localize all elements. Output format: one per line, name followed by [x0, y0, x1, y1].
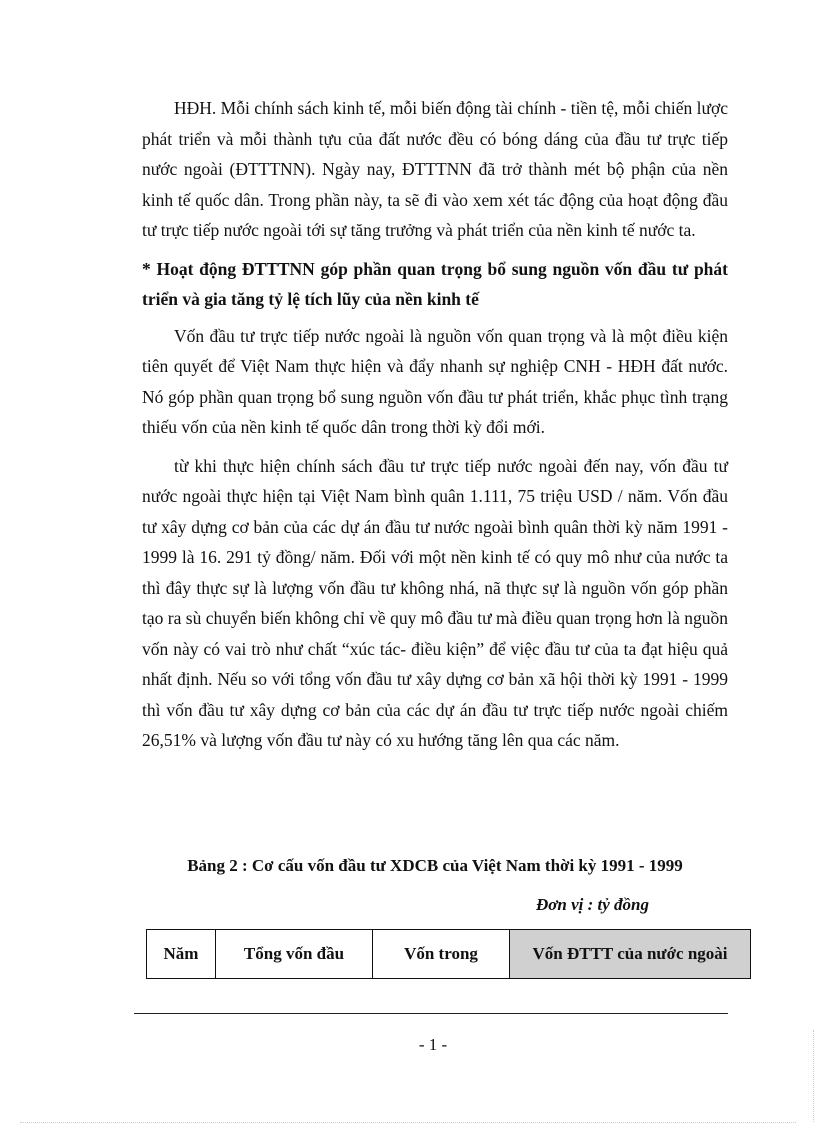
table-header-row: [147, 930, 751, 979]
header-domestic-capital: Vốn trong: [373, 930, 510, 979]
header-year: Năm: [147, 930, 216, 979]
investment-table: [146, 929, 751, 979]
paragraph-capital: Vốn đầu tư trực tiếp nước ngoài là nguồn vốn quan trọng và là một điều kiện tiên quyết để Việt Nam thực hiện và đẩy nhanh sự nghiệp CNH - HĐH đất nước. Nó góp phần quan trọng bổ sung nguồn vốn đầu tư phát triển, khắc phục tình trạng thiếu vốn của nền kinh tế quốc dân trong thời kỳ đổi mới.: [142, 325, 728, 437]
page-number: - 1 -: [418, 1035, 448, 1054]
table-caption: Bảng 2 : Cơ cấu vốn đầu tư XDCB của Việt Nam thời kỳ 1991 - 1999: [187, 856, 683, 875]
paragraph-statistics: từ khi thực hiện chính sách đầu tư trực tiếp nước ngoài đến nay, vốn đầu tư nước ngoài thực hiện tại Việt Nam bình quân 1.111, 75 triệu USD / năm. Vốn đầu tư xây dựng cơ bản của các dự án đầu tư nước ngoài bình quân thời kỳ năm 1991 - 1999 là 16. 291 tỷ đồng/ năm. Đối với một nền kinh tế có quy mô như của nước ta thì đây thực sự là lượng vốn đầu tư không nhá, nã thực sự là nguồn vốn góp phần tạo ra sù chuyển biến không chỉ về quy mô đầu tư mà điều quan trọng hơn là nguồn vốn này có vai trò như chất “xúc tác- điều kiện” để việc đầu tư của ta đạt hiệu quả nhất định. Nếu so với tổng vốn đầu tư xây dựng cơ bản xã hội thời kỳ 1991 - 1999 thì vốn đầu tư xây dựng cơ bản của các dự án đầu tư trực tiếp nước ngoài chiếm 26,51% và lượng vốn đầu tư này có xu hướng tăng lên qua các năm.: [142, 455, 728, 750]
paragraph-intro: HĐH. Mỗi chính sách kinh tế, mỗi biến động tài chính - tiền tệ, mỗi chiến lược phát triển và mỗi thành tựu của đất nước đều có bóng dáng của đầu tư trực tiếp nước ngoài (ĐTTTNN). Ngày nay, ĐTTTNN đã trở thành mét bộ phận của nền kinh tế quốc dân. Trong phần này, ta sẽ đi vào xem xét tác động của hoạt động đầu tư trực tiếp nước ngoài tới sự tăng trưởng và phát triển của nền kinh tế nước ta.: [142, 98, 728, 240]
footer-divider: [134, 1013, 728, 1014]
page-edge-right: [813, 1030, 814, 1122]
body-text: [142, 93, 728, 764]
unit-label: Đơn vị : tỷ đồng: [536, 895, 650, 914]
section-heading: * Hoạt động ĐTTTNN góp phần quan trọng bổ sung nguồn vốn đầu tư phát triển và gia tăng tỷ lệ tích lũy của nền kinh tế: [142, 258, 728, 309]
header-total-capital: Tổng vốn đầu: [216, 930, 373, 979]
header-fdi-capital: Vốn ĐTTT của nước ngoài: [510, 930, 751, 979]
